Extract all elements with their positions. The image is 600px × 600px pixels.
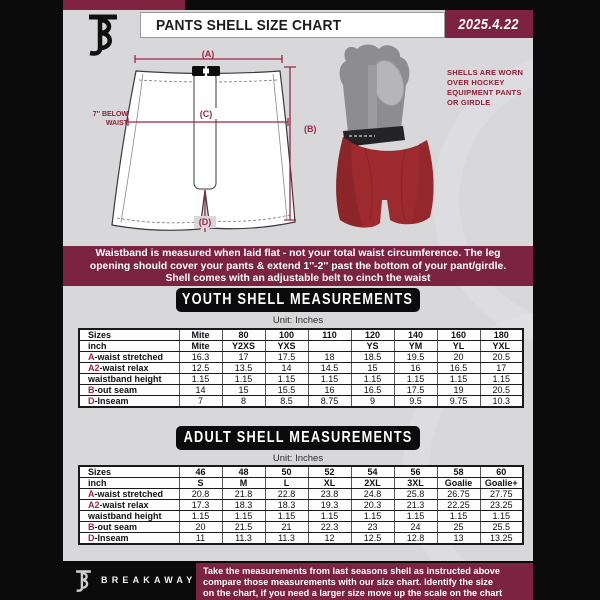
row-label-prefix: D <box>88 396 95 406</box>
size-cell: 8.5 <box>265 396 308 408</box>
shorts-diagram <box>73 50 333 240</box>
table-row <box>79 478 523 489</box>
table-row <box>79 522 523 533</box>
size-cell: 16 <box>394 363 437 374</box>
size-cell: 1.15 <box>351 511 394 522</box>
table-row <box>79 363 523 374</box>
footer-bar <box>0 561 600 600</box>
brand-name: BREAKAWAY <box>101 575 197 585</box>
size-cell: 13 <box>437 533 480 545</box>
adult-size-table <box>78 465 524 545</box>
size-cell: 110 <box>308 329 351 341</box>
adult-section-title <box>176 426 420 450</box>
size-cell: 1.15 <box>480 374 523 385</box>
row-label: waistband height <box>79 511 179 522</box>
size-cell: 14 <box>179 385 222 396</box>
table-row <box>79 352 523 363</box>
row-label: B-out seam <box>79 385 179 396</box>
size-cell: 24.8 <box>351 489 394 500</box>
size-cell: 21.5 <box>222 522 265 533</box>
size-cell: 11 <box>179 533 222 545</box>
size-cell: 140 <box>394 329 437 341</box>
row-label-prefix: B <box>88 385 95 395</box>
size-cell: 21.3 <box>394 500 437 511</box>
table-row <box>79 511 523 522</box>
size-cell: 16.5 <box>437 363 480 374</box>
page-title <box>140 12 445 38</box>
row-label-prefix: B <box>88 522 95 532</box>
size-cell: 16.5 <box>351 385 394 396</box>
size-cell: 1.15 <box>222 374 265 385</box>
size-cell: 60 <box>480 466 523 478</box>
size-cell: 21.8 <box>222 489 265 500</box>
row-label-prefix: D <box>88 533 95 543</box>
size-cell: YXS <box>265 341 308 352</box>
size-cell: 1.15 <box>437 374 480 385</box>
size-cell: 2XL <box>351 478 394 489</box>
size-cell: 25 <box>437 522 480 533</box>
size-cell: 1.15 <box>308 511 351 522</box>
size-cell: 80 <box>222 329 265 341</box>
size-cell: 100 <box>265 329 308 341</box>
size-cell: Mite <box>179 341 222 352</box>
shell-caption-line: SHELLS ARE WORN <box>447 68 524 77</box>
size-cell: 56 <box>394 466 437 478</box>
row-label: A2-waist relax <box>79 500 179 511</box>
footer-line: on the chart, if you need a larger size move up the scale on the chart <box>203 587 503 598</box>
banner-line: opening should cover your pants & extend 1''-2'' past the bottom of your pant/girdle. <box>89 260 507 272</box>
size-cell: 20.3 <box>351 500 394 511</box>
size-cell: 1.15 <box>265 511 308 522</box>
size-cell: 48 <box>222 466 265 478</box>
waist-note-line1: 7'' BELOW <box>92 111 128 118</box>
size-cell: 15 <box>222 385 265 396</box>
page-title-text: PANTS SHELL SIZE CHART <box>156 16 342 34</box>
row-label-prefix: A2 <box>88 500 100 510</box>
size-cell: 17.3 <box>179 500 222 511</box>
size-cell: 24 <box>394 522 437 533</box>
size-cell: 25.8 <box>394 489 437 500</box>
row-label: A-waist stretched <box>79 352 179 363</box>
size-cell: 17 <box>480 363 523 374</box>
size-cell: 58 <box>437 466 480 478</box>
size-cell: 8 <box>222 396 265 408</box>
size-cell: 52 <box>308 466 351 478</box>
top-accent-bar <box>63 0 185 10</box>
size-cell: 13.5 <box>222 363 265 374</box>
size-cell: 1.15 <box>179 374 222 385</box>
banner-line: Shell comes with an adjustable belt to cinch the waist <box>165 273 431 285</box>
size-cell: 15 <box>351 363 394 374</box>
row-label: D-Inseam <box>79 533 179 545</box>
size-cell: 11.3 <box>265 533 308 545</box>
size-cell: Mite <box>179 329 222 341</box>
size-cell: 22.3 <box>308 522 351 533</box>
measure-a-label: (A) <box>201 50 215 59</box>
size-cell: 18 <box>308 352 351 363</box>
size-cell: 1.15 <box>480 511 523 522</box>
shell-photo <box>335 43 445 239</box>
table-row <box>79 489 523 500</box>
date-text: 2025.4.22 <box>458 15 520 33</box>
size-cell: XL <box>308 478 351 489</box>
breakaway-logo-icon <box>74 568 94 594</box>
size-cell: 22.25 <box>437 500 480 511</box>
shell-caption-line: OR GIRDLE <box>447 98 491 107</box>
size-cell: 17.5 <box>265 352 308 363</box>
size-cell: 15.5 <box>265 385 308 396</box>
row-label-prefix: A <box>88 352 95 362</box>
footer-instructions <box>196 563 533 600</box>
size-cell: 180 <box>480 329 523 341</box>
measure-instructions-banner <box>63 246 533 286</box>
row-label: inch <box>79 341 179 352</box>
size-cell: 1.15 <box>394 511 437 522</box>
row-label: Sizes <box>79 466 179 478</box>
size-cell: 14.5 <box>308 363 351 374</box>
size-cell: 9 <box>351 396 394 408</box>
youth-size-table <box>78 328 524 408</box>
size-cell <box>308 341 351 352</box>
size-cell: 18.3 <box>222 500 265 511</box>
footer-line: compare those measurements with our size chart. Identify the size <box>203 576 493 587</box>
size-cell: 7 <box>179 396 222 408</box>
size-cell: 19.3 <box>308 500 351 511</box>
size-cell: 46 <box>179 466 222 478</box>
size-cell: 23.8 <box>308 489 351 500</box>
size-cell: 20.8 <box>179 489 222 500</box>
size-cell: 19.5 <box>394 352 437 363</box>
youth-unit-label: Unit: Inches <box>272 315 324 326</box>
size-cell: YM <box>394 341 437 352</box>
size-cell: 54 <box>351 466 394 478</box>
size-cell: 16 <box>308 385 351 396</box>
adult-section-title-text: ADULT SHELL MEASUREMENTS <box>183 429 413 446</box>
size-cell: 18.5 <box>351 352 394 363</box>
table-row <box>79 500 523 511</box>
size-cell: 23.25 <box>480 500 523 511</box>
size-cell: 23 <box>351 522 394 533</box>
size-cell: 1.15 <box>308 374 351 385</box>
size-cell: YXL <box>480 341 523 352</box>
size-cell: 12.8 <box>394 533 437 545</box>
size-cell: 20.5 <box>480 352 523 363</box>
size-cell: 1.15 <box>265 374 308 385</box>
table-row <box>79 329 523 341</box>
size-cell: Y2XS <box>222 341 265 352</box>
size-cell: 50 <box>265 466 308 478</box>
waist-note-line2: WAIST <box>105 120 128 127</box>
size-cell: 17.5 <box>394 385 437 396</box>
table-row <box>79 341 523 352</box>
size-cell: Goalie <box>437 478 480 489</box>
size-cell: M <box>222 478 265 489</box>
size-cell: 9.75 <box>437 396 480 408</box>
banner-line: Waistband is measured when laid flat - not your total waist circumference. The leg <box>95 248 501 259</box>
size-cell: 12.5 <box>351 533 394 545</box>
size-cell: 9.5 <box>394 396 437 408</box>
size-cell: Goalie+ <box>480 478 523 489</box>
size-cell: 160 <box>437 329 480 341</box>
size-cell: 8.75 <box>308 396 351 408</box>
size-cell: 20 <box>437 352 480 363</box>
date-badge <box>445 10 533 38</box>
row-label: B-out seam <box>79 522 179 533</box>
size-cell: 22.8 <box>265 489 308 500</box>
size-cell: YS <box>351 341 394 352</box>
content-area <box>63 10 533 561</box>
table-row <box>79 374 523 385</box>
row-label-prefix: A <box>88 489 95 499</box>
size-cell: 13.25 <box>480 533 523 545</box>
size-cell: 17 <box>222 352 265 363</box>
size-cell: 3XL <box>394 478 437 489</box>
size-cell: 10.3 <box>480 396 523 408</box>
row-label: A-waist stretched <box>79 489 179 500</box>
row-label-prefix: A2 <box>88 363 100 373</box>
size-cell: 120 <box>351 329 394 341</box>
size-cell: S <box>179 478 222 489</box>
table-row <box>79 466 523 478</box>
size-cell: 20.5 <box>480 385 523 396</box>
size-cell: 16.3 <box>179 352 222 363</box>
row-label: Sizes <box>79 329 179 341</box>
shell-caption-line: EQUIPMENT PANTS <box>447 88 522 97</box>
size-cell: 12.5 <box>179 363 222 374</box>
shell-caption-line: OVER HOCKEY <box>447 78 505 87</box>
size-cell: 27.75 <box>480 489 523 500</box>
size-cell: L <box>265 478 308 489</box>
size-cell: 12 <box>308 533 351 545</box>
size-cell: 18.3 <box>265 500 308 511</box>
table-row <box>79 396 523 408</box>
size-cell: 1.15 <box>351 374 394 385</box>
size-cell: 26.75 <box>437 489 480 500</box>
row-label: waistband height <box>79 374 179 385</box>
row-label: A2-waist relax <box>79 363 179 374</box>
size-cell: 11.3 <box>222 533 265 545</box>
row-label: D-Inseam <box>79 396 179 408</box>
size-cell: 1.15 <box>394 374 437 385</box>
size-cell: 1.15 <box>179 511 222 522</box>
adult-unit-label: Unit: Inches <box>272 453 324 464</box>
size-cell: 20 <box>179 522 222 533</box>
table-row <box>79 385 523 396</box>
measure-c-label: (C) <box>199 109 213 119</box>
size-cell: 21 <box>265 522 308 533</box>
youth-section-title-text: YOUTH SHELL MEASUREMENTS <box>182 291 414 308</box>
size-cell: 1.15 <box>222 511 265 522</box>
measure-d-label: (D) <box>198 217 212 227</box>
row-label: inch <box>79 478 179 489</box>
size-cell: 19 <box>437 385 480 396</box>
youth-section-title <box>176 288 420 312</box>
measure-b-label: (B) <box>304 124 317 134</box>
size-cell: 25.5 <box>480 522 523 533</box>
size-cell: 14 <box>265 363 308 374</box>
table-row <box>79 533 523 545</box>
shell-caption <box>447 68 531 108</box>
footer-line: Take the measurements from last seasons shell as instructed above <box>203 566 501 576</box>
size-cell: 1.15 <box>437 511 480 522</box>
size-cell: YL <box>437 341 480 352</box>
